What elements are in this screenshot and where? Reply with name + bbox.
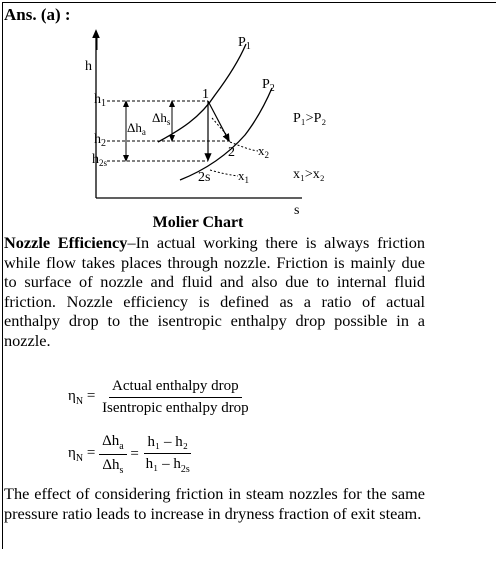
point-2-label: 2 — [228, 145, 235, 160]
p2-label: $P_2$ — [262, 77, 275, 94]
dhs-label: $\Delta h_s$ — [152, 110, 171, 127]
pressure-relation: P₁>P₂ — [293, 111, 327, 126]
dryness-relation: x₁>x₂ — [293, 167, 325, 182]
eq1-denominator: Isentropic enthalpy drop — [102, 400, 249, 416]
eq1-fraction — [99, 378, 252, 417]
x-axis-label: s — [294, 203, 300, 218]
conclusion-paragraph: The effect of considering friction in steam nozzles for the same pressure ratio leads to increase in dryness fraction of exit steam. — [4, 484, 425, 523]
x1-line — [210, 170, 238, 176]
point-2s-label: 2s — [198, 170, 211, 185]
equation-1 — [68, 378, 252, 417]
definition-paragraph — [4, 233, 425, 350]
h2-label: $h_2$ — [94, 132, 106, 149]
point-1-label: 1 — [202, 87, 209, 102]
dha-label: $\Delta h_a$ — [127, 120, 146, 137]
x2-label: $x_2$ — [258, 143, 269, 160]
h1-label: $h_1$ — [94, 92, 106, 109]
eq1-numerator: Actual enthalpy drop — [109, 378, 242, 398]
answer-label: Ans. (a) : — [4, 5, 71, 24]
eq1-lhs: $\eta_N$ = — [68, 388, 96, 407]
chart-caption: Molier Chart — [152, 214, 244, 231]
definition-text: –In actual working there is always friction while flow takes places through nozzle. Friction is mainly due to surface of nozzle and fluid and also due to internal fluid friction. Nozzle efficiency is defined as a ratio of actual enthalpy drop to the isentropic enthalpy drop possible in a nozzle. — [4, 233, 426, 350]
x1-label: $x_1$ — [238, 168, 249, 185]
y-axis-label: h — [85, 59, 92, 74]
mollier-chart — [80, 30, 327, 235]
h2s-label: $h_{2s}$ — [92, 152, 108, 168]
definition-term: Nozzle Efficiency — [4, 233, 128, 252]
p1-label: $P_1$ — [238, 35, 251, 52]
eq2-fraction-2: $\frac{\text{h₁ – h₂}}{h_1 - h_{2s}}$ — [145, 434, 190, 475]
equation-2: $\eta_N$ = $\frac{\Delta h_a}{\Delta h_s}$ = $\frac{\text{h₁ – h₂}}{h_1 - h_{2s}}$ — [68, 433, 193, 476]
eq2-lhs: $\eta_N$ = — [68, 445, 96, 464]
eq2-fraction-1: $\frac{\Delta h_a}{\Delta h_s}$ — [99, 433, 127, 476]
